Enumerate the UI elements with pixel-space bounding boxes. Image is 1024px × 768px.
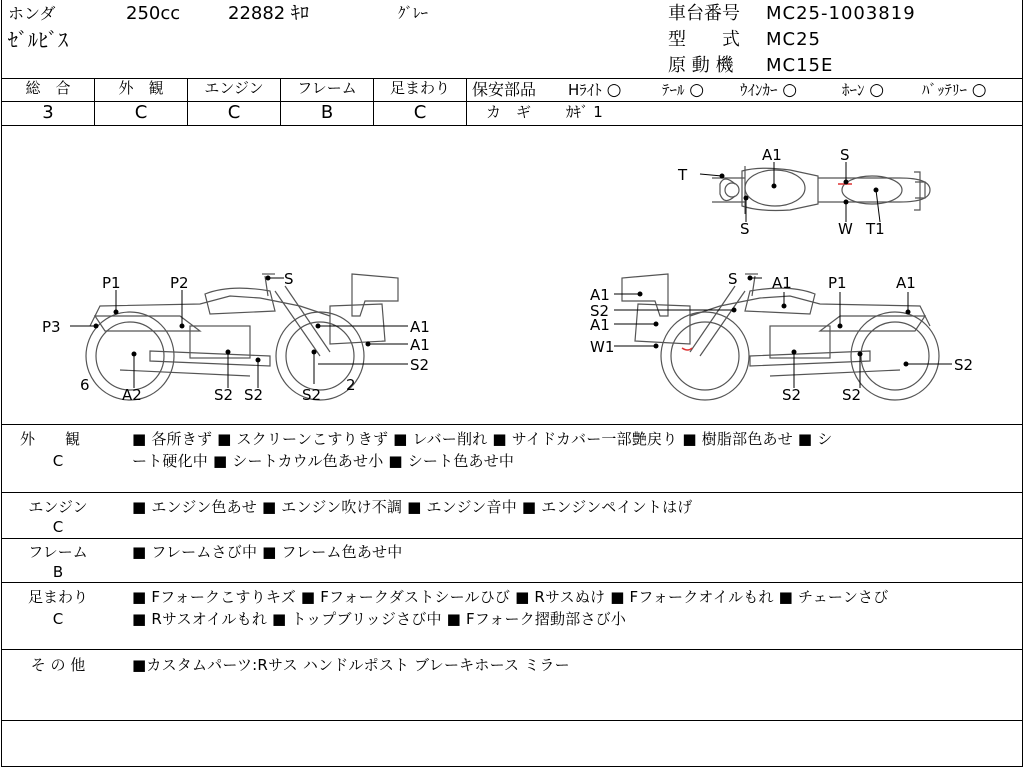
diagram-label: S2 (842, 386, 862, 404)
section-frame-grade: B (52, 563, 64, 581)
diagram-label: S (740, 220, 750, 238)
grade-label-exterior: 外 観 (118, 79, 164, 97)
section-frame-text: ■ フレームさび中 ■ フレーム色あせ中 (132, 543, 403, 561)
diagram-label: A1 (762, 146, 782, 164)
maker: ホンダ (8, 4, 56, 23)
section-suspension-text-2: ■ Rサスオイルもれ ■ トップブリッジさび中 ■ Fフォーク摺動部さび小 (132, 610, 627, 628)
section-exterior-label: 外 観 (19, 430, 80, 448)
diagram-label: A1 (590, 286, 610, 304)
displacement: 250cc (126, 3, 181, 24)
diagram-label: S (284, 270, 294, 288)
right-side-bike (622, 274, 939, 400)
diagram-label: S2 (954, 356, 974, 374)
safety-item-winker: ｳｲﾝｶｰ ○ (740, 80, 798, 100)
section-exterior-text-2: ート硬化中 ■ シートカウル色あせ小 ■ シート色あせ中 (132, 452, 515, 470)
frame-no-label: 車台番号 (668, 3, 740, 24)
divider (1, 720, 1022, 721)
grade-value-frame: B (320, 102, 334, 123)
diagram-label: A1 (896, 274, 916, 292)
key-value: ｶｷﾞ 1 (566, 103, 603, 121)
check-circle-icon: ○ (971, 80, 987, 100)
section-suspension-grade: C (52, 610, 64, 628)
engine-label: 原 動 機 (668, 55, 734, 76)
engine-value: MC15E (766, 55, 834, 76)
diagram-label: S2 (782, 386, 802, 404)
diagram-label: T (678, 166, 688, 184)
type-label: 型 式 (668, 29, 740, 50)
section-engine-text: ■ エンジン色あせ ■ エンジン吹け不調 ■ エンジン音中 ■ エンジンペイントはげ (132, 498, 693, 516)
model-name: ｾﾞﾙﾋﾞｽ (8, 28, 68, 52)
grade-value-engine: C (227, 102, 241, 123)
diagram-label: P1 (828, 274, 847, 292)
grade-label-frame: フレーム (297, 79, 357, 97)
diagram-label: 6 (80, 376, 90, 394)
divider (1, 649, 1022, 650)
diagram-label: S2 (214, 386, 234, 404)
section-exterior-text: ■ 各所きず ■ スクリーンこすりきず ■ レバー削れ ■ サイドカバー一部艶戻り ■ 樹脂部色あせ ■ シ (132, 430, 833, 448)
diagram-label: A1 (410, 336, 430, 354)
diagram-label: T1 (866, 220, 885, 238)
diagram-label: P3 (42, 318, 61, 336)
grade-value-suspension: C (413, 102, 427, 123)
grade-value-exterior: C (134, 102, 148, 123)
diagram-label: A1 (410, 318, 430, 336)
check-circle-icon: ○ (689, 80, 705, 100)
safety-item-battery: ﾊﾞｯﾃﾘｰ ○ (922, 80, 987, 100)
grade-value-overall: 3 (42, 102, 54, 123)
grade-label-suspension: 足まわり (389, 79, 450, 97)
safety-item-headlight: Hﾗｲﾄ ○ (568, 80, 622, 100)
safety-label: 保安部品 (472, 80, 537, 99)
divider (1, 492, 1022, 493)
diagram-label: P1 (102, 274, 121, 292)
color: ｸﾞﾚｰ (398, 4, 429, 22)
divider (466, 101, 1022, 102)
check-circle-icon: ○ (606, 80, 622, 100)
key-label: カ ギ (486, 103, 532, 121)
section-engine-label: エンジン (28, 498, 88, 516)
top-view-bike (712, 166, 930, 214)
section-suspension-label: 足まわり (27, 588, 88, 606)
diagram-label: 2 (346, 376, 356, 394)
diagram-label: S2 (244, 386, 264, 404)
diagram-label: P2 (170, 274, 189, 292)
mileage: 22882 ｷﾛ (228, 3, 309, 24)
diagram-label: W (838, 220, 853, 238)
grade-label-engine: エンジン (204, 79, 264, 97)
divider (1, 424, 1022, 425)
grade-label-overall: 総 合 (25, 79, 71, 97)
divider (1, 582, 1022, 583)
diagram-label: W1 (590, 338, 615, 356)
diagram-label: S2 (410, 356, 430, 374)
diagram-label: A1 (772, 274, 792, 292)
diagram-label: A2 (122, 386, 142, 404)
safety-item-tail: ﾃｰﾙ ○ (662, 80, 705, 100)
diagram-label: S2 (302, 386, 322, 404)
diagram-label: S (728, 270, 738, 288)
section-engine-grade: C (52, 518, 64, 536)
section-frame-label: フレーム (28, 543, 88, 561)
divider (1, 538, 1022, 539)
diagram-label: S (840, 146, 850, 164)
check-circle-icon: ○ (869, 80, 885, 100)
check-circle-icon: ○ (782, 80, 798, 100)
section-exterior-grade: C (52, 452, 64, 470)
section-suspension-text: ■ Fフォークこすりキズ ■ Fフォークダストシールひび ■ Rサスぬけ ■ Fフォークオイルもれ ■ チェーンさび (132, 588, 889, 606)
diagram-label: A1 (590, 316, 610, 334)
diagram-label: S2 (590, 302, 610, 320)
motorcycle-diagram (0, 126, 1024, 424)
type-value: MC25 (766, 29, 822, 50)
frame-no: MC25-1003819 (766, 3, 916, 24)
section-other-label: そ の 他 (30, 656, 86, 674)
safety-item-horn: ﾎｰﾝ ○ (842, 80, 885, 100)
section-other-text: ■カスタムパーツ:Rサス ハンドルポスト ブレーキホース ミラー (132, 656, 570, 674)
